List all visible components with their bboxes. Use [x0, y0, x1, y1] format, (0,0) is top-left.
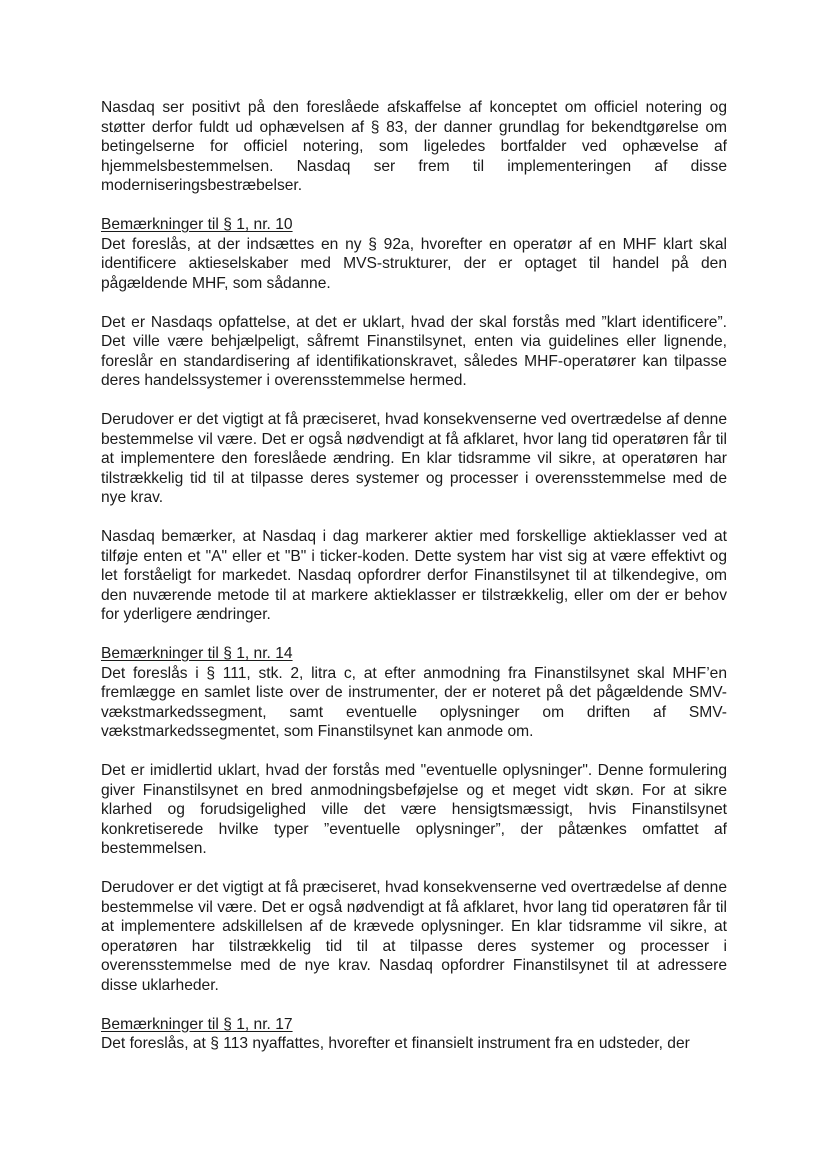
paragraph-111-proposal: Det foreslås i § 111, stk. 2, litra c, at efter anmodning fra Finanstilsynet skal MHF’en fremlægge en samlet liste over de instrumenter, der er noteret på det pågældende SMV-vækstmarkedssegment, samt eventuelle oplysninger om driften af SMV-vækstmarkedssegmentet, som Finanstilsynet kan anmode om.: [101, 664, 727, 740]
paragraph-consequences-111: Derudover er det vigtigt at få præciseret, hvad konsekvenserne ved overtrædelse af denne bestemmelse vil være. Det er også nødvendigt at få afklaret, hvor lang tid operatøren får til at implementere adskillelsen af de krævede oplysninger. En klar tidsramme vil sikre, at operatøren har tilstrækkelig tid til at tilpasse deres systemer og processer i overensstemmelse med de nye krav. Nasdaq opfordrer Finanstilsynet til at adressere disse uklarheder.: [101, 879, 727, 994]
document-page: [101, 98, 727, 1073]
paragraph-official-listing: Nasdaq ser positivt på den foreslåede afskaffelse af konceptet om officiel notering og støtter derfor fuldt ud ophævelsen af § 83, der danner grundlag for bekendtgørelse om betingelserne for officiel notering, som ligeledes bortfalder ved ophævelse af hjemmelsbestemmelsen. Nasdaq ser frem til implementeringen af disse moderniseringsbestræbelser.: [101, 99, 727, 194]
paragraph-92a-proposal: Det foreslås, at der indsættes en ny § 92a, hvorefter en operatør af en MHF klart skal identificere aktieselskaber med MVS-strukturer, der er optaget til handel på den pågældende MHF, som sådanne.: [101, 235, 727, 292]
paragraph-klart-identificere: Det er Nasdaqs opfattelse, at det er uklart, hvad der skal forstås med ”klart identificere”. Det ville være behjælpeligt, såfremt Finanstilsynet, enten via guidelines eller lignende, foreslår en standardisering af identifikationskravet, således MHF-operatører kan tilpasse deres handelssystemer i overensstemmelse hermed.: [101, 313, 727, 389]
paragraph-eventuelle-oplysninger: Det er imidlertid uklart, hvad der forstås med "eventuelle oplysninger". Denne formulering giver Finanstilsynet en bred anmodningsbeføjelse og et meget vidt skøn. For at sikre klarhed og forudsigelighed ville det være hensigtsmæssigt, hvis Finanstilsynet konkretiserede hvilke typer ”eventuelle oplysninger”, der påtænkes omfattet af bestemmelsen.: [101, 762, 727, 857]
section-heading-nr-17: Bemærkninger til § 1, nr. 17: [101, 1015, 293, 1033]
section-heading-nr-14: Bemærkninger til § 1, nr. 14: [101, 645, 293, 662]
paragraph-consequences-92a: Derudover er det vigtigt at få præciseret, hvad konsekvenserne ved overtrædelse af denne bestemmelse vil være. Det er også nødvendigt at få afklaret, hvor lang tid operatøren får til at implementere den foreslåede ændring. En klar tidsramme vil sikre, at operatøren har tilstrækkelig tid til at tilpasse deres systemer og processer i overensstemmelse med de nye krav.: [101, 411, 727, 506]
section-heading-nr-10: Bemærkninger til § 1, nr. 10: [101, 216, 293, 233]
paragraph-113-proposal: Det foreslås, at § 113 nyaffattes, hvorefter et finansielt instrument fra en udsteder, der: [101, 1035, 690, 1052]
paragraph-ticker-marking: Nasdaq bemærker, at Nasdaq i dag markerer aktier med forskellige aktieklasser ved at tilføje enten et "A" eller et "B" i ticker-koden. Dette system har vist sig at være effektivt og let forståeligt for markedet. Nasdaq opfordrer derfor Finanstilsynet til at tilkendegive, om den nuværende metode til at markere aktieklasser er tilstrækkelig, eller om der er behov for yderligere ændringer.: [101, 528, 727, 623]
